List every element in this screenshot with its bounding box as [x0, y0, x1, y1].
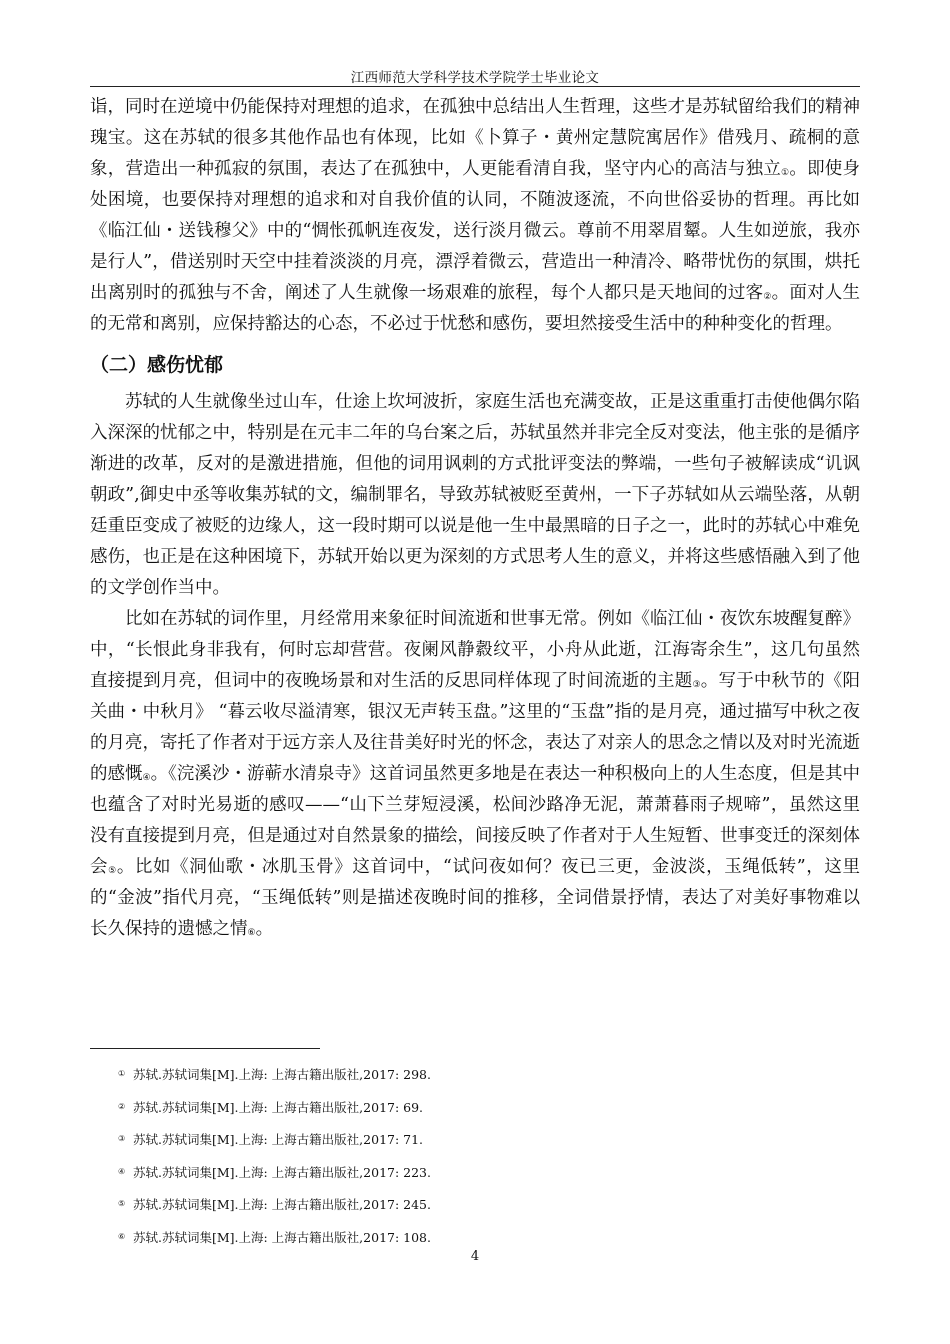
- footnote-text: 苏轼.苏轼词集[M].上海: 上海古籍出版社,2017: 71.: [133, 1132, 424, 1147]
- header-divider: [90, 86, 860, 87]
- body-text: [90, 92, 860, 945]
- footnotes: [118, 1066, 858, 1261]
- footnote-mark: ①: [118, 1069, 126, 1078]
- paragraph-1-text-a: 诣，同时在逆境中仍能保持对理想的追求，在孤独中总结出人生哲理，这些才是苏轼留给我们的精神瑰宝。这在苏轼的很多其他作品也有体现，比如《卜算子・黄州定慧院寓居作》借残月、疏桐的意象，营造出一种孤寂的氛围，表达了在孤独中，人更能看清自我，坚守内心的高洁与独立: [90, 97, 860, 179]
- footnote-3: [118, 1131, 858, 1164]
- paragraph-1-text-c: 。面对人生的无常和离别，应保持豁达的心态，不必过于忧愁和感伤，要坦然接受生活中的种种变化的哲理。: [90, 283, 861, 334]
- footnote-mark: ②: [118, 1101, 126, 1111]
- footnote-ref-1: ①: [781, 168, 790, 178]
- footnote-ref-5: ⑤: [108, 866, 117, 876]
- footnote-text: 苏轼.苏轼词集[M].上海: 上海古籍出版社,2017: 223.: [133, 1164, 431, 1180]
- paragraph-3-text-b: 。写于中秋节的《阳关曲・中秋月》 “暮云收尽溢清寒，银汉无声转玉盘。”这里的“玉盘”指的是月亮，通过描写中秋之夜的月亮，寄托了作者对于远方亲人及往昔美好时光的怀念，表达了对亲人的思念之情以及对时光流逝的感慨: [90, 671, 861, 784]
- paragraph-3: [90, 604, 860, 945]
- page-number: 4: [470, 1249, 480, 1264]
- footnote-1: [118, 1066, 858, 1099]
- footnote-mark: ③: [118, 1134, 126, 1143]
- footnote-2: [118, 1099, 858, 1132]
- footnote-text: 苏轼.苏轼词集[M].上海: 上海古籍出版社,2017: 108.: [133, 1229, 431, 1245]
- paragraph-3-text-d: 。比如《洞仙歌・冰肌玉骨》这首词中，“试问夜如何？夜已三更，金波淡，玉绳低转”，这里的“金波”指代月亮，“玉绳低转”则是描述夜晚时间的推移，全词借景抒情，表达了对美好事物难以长久保持的遗憾之情: [90, 857, 860, 939]
- paragraph-1: [90, 92, 860, 340]
- footnote-4: [118, 1164, 858, 1197]
- footnote-mark: ④: [118, 1166, 126, 1176]
- paragraph-3-text-c: 。《浣溪沙・游蕲水清泉寺》这首词虽然更多地是在表达一种积极向上的人生态度，但是其中也蕴含了对时光易逝的感叹——“山下兰芽短浸溪，松间沙路净无泥，萧萧暮雨子规啼”，虽然这里没有直接提到月亮，但是通过对自然景象的描绘，间接反映了作者对于人生短暂、世事变迁的深刻体会: [90, 764, 860, 877]
- paragraph-3-text-e: 。: [255, 919, 274, 939]
- footnote-text: 苏轼.苏轼词集[M].上海: 上海古籍出版社,2017: 298.: [133, 1067, 431, 1082]
- paragraph-2: 苏轼的人生就像坐过山车，仕途上坎坷波折，家庭生活也充满变故，正是这重重打击使他偶尔陷入深深的忧郁之中，特别是在元丰二年的乌台案之后，苏轼虽然并非完全反对变法，他主张的是循序渐进的改革，反对的是激进措施，但他的词用讽刺的方式批评变法的弊端，一些句子被解读成“讥讽朝政”,御史中丞等收集苏轼的文，编制罪名，导致苏轼被贬至黄州，一下子苏轼如从云端坠落，从朝廷重臣变成了被贬的边缘人，这一段时期可以说是他一生中最黑暗的日子之一，此时的苏轼心中难免感伤，也正是在这种困境下，苏轼开始以更为深刻的方式思考人生的意义，并将这些感悟融入到了他的文学创作当中。: [90, 392, 860, 598]
- footnote-ref-2: ②: [763, 292, 772, 302]
- running-header: 江西师范大学科学技术学院学士毕业论文: [350, 70, 600, 86]
- footnote-5: [118, 1196, 858, 1229]
- section-heading: （二）感伤忧郁: [90, 354, 224, 376]
- paragraph-3-text-a: 比如在苏轼的词作里，月经常用来象征时间流逝和世事无常。例如《临江仙・夜饮东坡醒复醉》中，“长恨此身非我有，何时忘却营营。夜阑风静縠纹平，小舟从此逝，江海寄余生”，这几句虽然直接提到月亮，但词中的夜晚场景和对生活的反思同样体现了时间流逝的主题: [90, 609, 860, 691]
- paragraph-1-text-b: 。即使身处困境，也要保持对理想的追求和对自我价值的认同，不随波逐流，不向世俗妥协的哲理。再比如《临江仙・送钱穆父》中的“惆怅孤帆连夜发，送行淡月微云。尊前不用翠眉颦。人生如逆旅，我亦是行人”，借送别时天空中挂着淡淡的月亮，漂浮着微云，营造出一种清冷、略带忧伤的氛围，烘托出离别时的孤独与不舍，阐述了人生就像一场艰难的旅程，每个人都只是天地间的过客: [90, 159, 861, 303]
- footnote-divider: [90, 1048, 320, 1049]
- footnote-ref-6: ⑥: [247, 928, 256, 938]
- footnote-mark: ⑤: [118, 1199, 126, 1208]
- footnote-text: 苏轼.苏轼词集[M].上海: 上海古籍出版社,2017: 245.: [133, 1197, 431, 1212]
- footnote-text: 苏轼.苏轼词集[M].上海: 上海古籍出版社,2017: 69.: [133, 1099, 424, 1115]
- footnote-mark: ⑥: [118, 1231, 126, 1241]
- footnote-ref-4: ④: [142, 773, 151, 783]
- footnote-ref-3: ③: [692, 680, 701, 690]
